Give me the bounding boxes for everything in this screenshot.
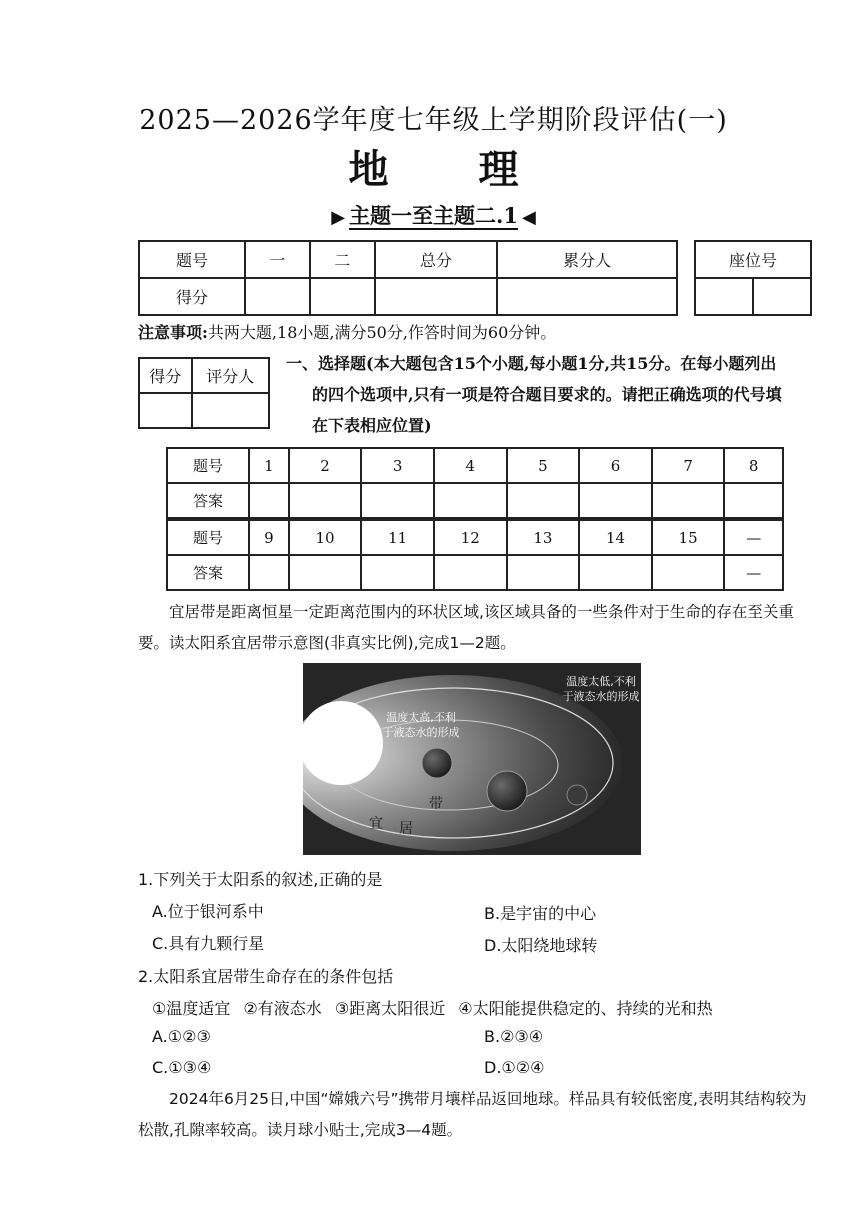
subject-title: 地理: [348, 146, 609, 193]
question-number-cell: 11: [361, 519, 434, 555]
question-number-cell: 12: [434, 519, 507, 555]
topic-marker-left: ▶: [331, 207, 346, 228]
answer-cell[interactable]: [434, 483, 507, 519]
planet-icon: [487, 771, 527, 811]
notice-text: 共两大题,18小题,满分50分,作答时间为60分钟。: [207, 323, 557, 342]
notice: [138, 320, 556, 343]
seat-number-cell[interactable]: [753, 278, 811, 315]
grader-score-label: 得分: [139, 358, 192, 393]
question-2-conditions: ①温度适宜 ②有液态水 ③距离太阳很近 ④太阳能提供稳定的、持续的光和热: [152, 999, 713, 1018]
question-2-option-a[interactable]: A.①②③: [152, 1027, 211, 1046]
score-input-cell[interactable]: [375, 278, 497, 315]
score-header-cell: 累分人: [497, 241, 677, 278]
question-number-cell: 9: [249, 519, 289, 555]
answer-table-answer-label: 答案: [167, 555, 249, 590]
answer-cell[interactable]: [289, 483, 362, 519]
answer-cell[interactable]: [249, 483, 289, 519]
answer-cell[interactable]: [652, 483, 725, 519]
figure-label-hot-2: 于液态水的形成: [382, 726, 460, 739]
answer-cell[interactable]: [361, 483, 434, 519]
question-2-option-c[interactable]: C.①③④: [152, 1058, 212, 1077]
question-2-option-d[interactable]: D.①②④: [484, 1058, 545, 1077]
answer-cell[interactable]: [249, 555, 289, 590]
question-1-option-b[interactable]: B.是宇宙的中心: [484, 904, 597, 923]
seat-number-label: 座位号: [695, 241, 811, 278]
habitable-zone-figure: [303, 663, 641, 855]
habitable-zone-diagram: [303, 663, 641, 855]
score-table: [138, 240, 678, 316]
answer-cell[interactable]: [724, 483, 783, 519]
question-number-cell: 13: [507, 519, 580, 555]
figure-label-cold-1: 温度太低,不利: [566, 675, 636, 688]
grader-name-label: 评分人: [192, 358, 269, 393]
question-number-cell: 5: [507, 448, 580, 483]
passage-habitable-zone: 宜居带是距离恒星一定距离范围内的环状区域,该区域具备的一些条件对于生命的存在至关重要。读太阳系宜居带示意图(非真实比例),完成1—2题。: [138, 603, 794, 652]
answer-cell[interactable]: [434, 555, 507, 590]
question-2-stem: 2.太阳系宜居带生命存在的条件包括: [138, 967, 394, 986]
score-header-cell: 一: [245, 241, 310, 278]
zone-label-char: 居: [399, 821, 413, 837]
answer-cell[interactable]: [507, 483, 580, 519]
answer-cell-disabled: —: [724, 555, 783, 590]
question-1-option-d[interactable]: D.太阳绕地球转: [484, 936, 598, 955]
answer-cell[interactable]: [579, 555, 652, 590]
figure-label-hot-1: 温度太高,不利: [386, 711, 456, 724]
zone-label-char: 宜: [369, 816, 383, 832]
question-number-cell: 4: [434, 448, 507, 483]
question-number-cell: 10: [289, 519, 362, 555]
notice-label: 注意事项:: [138, 323, 208, 342]
answer-cell[interactable]: [361, 555, 434, 590]
question-number-cell: 2: [289, 448, 362, 483]
score-input-cell[interactable]: [245, 278, 310, 315]
question-number-cell: 3: [361, 448, 434, 483]
question-number-cell: 15: [652, 519, 725, 555]
answer-cell[interactable]: [289, 555, 362, 590]
seat-number-cell[interactable]: [695, 278, 753, 315]
figure-label-cold-2: 于液态水的形成: [562, 690, 640, 703]
answer-table-number-label: 题号: [167, 448, 249, 483]
grader-name-cell[interactable]: [192, 393, 269, 428]
section-one-instructions: [286, 348, 816, 441]
grader-score-cell[interactable]: [139, 393, 192, 428]
question-1-stem: 1.下列关于太阳系的叙述,正确的是: [138, 870, 383, 889]
answer-cell[interactable]: [507, 555, 580, 590]
answer-table-number-label: 题号: [167, 519, 249, 555]
score-header-cell: 题号: [139, 241, 245, 278]
question-1-option-c[interactable]: C.具有九颗行星: [152, 934, 265, 953]
score-input-cell[interactable]: [310, 278, 375, 315]
passage-change6: 2024年6月25日,中国“嫦娥六号”携带月壤样品返回地球。样品具有较低密度,表明其结构较为松散,孔隙率较高。读月球小贴士,完成3—4题。: [138, 1090, 807, 1139]
score-row-label: 得分: [139, 278, 245, 315]
topic-text: 主题一至主题二.1: [349, 203, 518, 228]
question-number-cell: 7: [652, 448, 725, 483]
score-header-cell: 二: [310, 241, 375, 278]
question-1-option-a[interactable]: A.位于银河系中: [152, 902, 264, 921]
section-one-line: 一、选择题(本大题包含15个小题,每小题1分,共15分。在每小题列出: [286, 354, 777, 373]
question-number-cell: —: [724, 519, 783, 555]
zone-label-char: 带: [429, 796, 443, 812]
grader-table: [138, 357, 270, 429]
answer-cell[interactable]: [579, 483, 652, 519]
exam-title: 2025—2026学年度七年级上学期阶段评估(一): [139, 105, 728, 136]
question-number-cell: 8: [724, 448, 783, 483]
topic-line: [0, 200, 867, 230]
section-one-line: 在下表相应位置): [312, 416, 432, 435]
question-number-cell: 1: [249, 448, 289, 483]
seat-number-table: [694, 240, 812, 316]
planet-icon: [422, 748, 452, 778]
planet-icon: [567, 785, 587, 805]
question-number-cell: 14: [579, 519, 652, 555]
topic-marker-right: ◀: [521, 207, 536, 228]
answer-cell[interactable]: [652, 555, 725, 590]
answer-table: [166, 447, 784, 591]
question-2-option-b[interactable]: B.②③④: [484, 1027, 544, 1046]
question-number-cell: 6: [579, 448, 652, 483]
score-input-cell[interactable]: [497, 278, 677, 315]
section-one-line: 的四个选项中,只有一项是符合题目要求的。请把正确选项的代号填: [312, 385, 782, 404]
answer-table-answer-label: 答案: [167, 483, 249, 519]
score-header-cell: 总分: [375, 241, 497, 278]
